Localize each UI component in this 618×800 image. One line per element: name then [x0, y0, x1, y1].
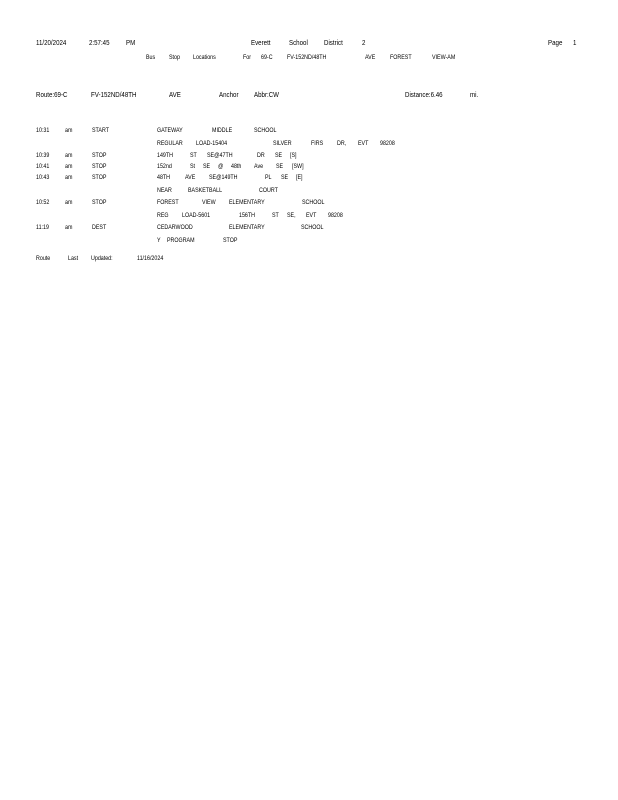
stop-type: START: [92, 127, 109, 134]
stop-time: 10:39: [36, 152, 50, 159]
stop-desc-word: 48th: [231, 163, 242, 170]
stop-desc-word: FOREST: [157, 199, 179, 206]
report-ampm: PM: [126, 38, 136, 47]
footer-word: Updated:: [91, 255, 113, 262]
stop-desc-word: St: [190, 163, 196, 170]
stop-desc-word: DR: [257, 152, 265, 159]
subtitle-word: 69-C: [261, 54, 273, 61]
stop-desc-word: ELEMENTARY: [229, 199, 265, 206]
footer-word: Route: [36, 255, 51, 262]
stop-desc-word: SCHOOL: [301, 224, 324, 231]
stop-desc-word: SE: [203, 163, 211, 170]
stop-time: 10:41: [36, 163, 50, 170]
subtitle-word: Locations: [193, 54, 216, 61]
stop-desc-word: 98208: [380, 140, 395, 147]
district-word: 2: [362, 38, 366, 47]
stop-desc-word: 152nd: [157, 163, 172, 170]
subtitle-word: FV-152ND/48TH: [287, 54, 327, 61]
stop-desc-word: @: [218, 163, 224, 170]
stop-desc-word: GATEWAY: [157, 127, 183, 134]
stop-desc-word: SE: [276, 163, 284, 170]
distance-label: Distance:6.46: [405, 90, 443, 99]
stop-desc-word: STOP: [223, 237, 238, 244]
stop-desc-word: [SW]: [292, 163, 304, 170]
stop-desc-word: 156TH: [239, 212, 256, 219]
stop-desc-word: SE: [281, 174, 289, 181]
stop-desc-word: PL: [265, 174, 272, 181]
stop-desc-word: 149TH: [157, 152, 174, 159]
stop-desc-word: DR,: [337, 140, 347, 147]
stop-desc-word: Y: [157, 237, 161, 244]
stop-time: 10:52: [36, 199, 50, 206]
footer-updated-date: 11/16/2024: [137, 255, 164, 262]
stop-desc-word: ELEMENTARY: [229, 224, 265, 231]
distance-unit: mi.: [470, 90, 479, 99]
subtitle-word: Stop: [169, 54, 180, 61]
subtitle-word: FOREST: [390, 54, 412, 61]
page-number: 1: [573, 38, 577, 47]
stop-ampm: am: [65, 199, 73, 206]
stop-desc-word: VIEW: [202, 199, 216, 206]
report-date: 11/20/2024: [36, 38, 67, 47]
abbr-label: Abbr:CW: [254, 90, 279, 99]
stop-desc-word: ST: [272, 212, 279, 219]
stop-ampm: am: [65, 127, 73, 134]
route-id: Route:69-C: [36, 90, 68, 99]
district-word: District: [324, 38, 343, 47]
stop-desc-word: SE: [275, 152, 283, 159]
stop-desc-word: NEAR: [157, 187, 172, 194]
anchor-label: Anchor: [219, 90, 239, 99]
stop-type: STOP: [92, 199, 107, 206]
stop-desc-word: 98208: [328, 212, 343, 219]
stop-desc-word: REG: [157, 212, 169, 219]
subtitle-word: Bus: [146, 54, 156, 61]
stop-ampm: am: [65, 163, 73, 170]
stop-desc-word: EVT: [306, 212, 317, 219]
subtitle-word: AVE: [365, 54, 376, 61]
stop-desc-word: BASKETBALL: [188, 187, 223, 194]
stop-type: STOP: [92, 152, 107, 159]
stop-desc-word: Ave: [254, 163, 264, 170]
route-ave: AVE: [169, 90, 181, 99]
stop-desc-word: ST: [190, 152, 197, 159]
stop-time: 10:31: [36, 127, 50, 134]
stop-desc-word: FIRS: [311, 140, 324, 147]
stop-type: STOP: [92, 174, 107, 181]
subtitle-word: For: [243, 54, 251, 61]
stop-type: DEST: [92, 224, 107, 231]
stop-desc-word: SCHOOL: [254, 127, 277, 134]
stop-desc-word: SE,: [287, 212, 296, 219]
district-word: Everett: [251, 38, 271, 47]
district-word: School: [289, 38, 308, 47]
stop-desc-word: SE@149TH: [209, 174, 238, 181]
stop-desc-word: REGULAR: [157, 140, 183, 147]
stop-desc-word: SE@47TH: [207, 152, 233, 159]
stop-ampm: am: [65, 174, 73, 181]
stop-desc-word: 48TH: [157, 174, 171, 181]
stop-desc-word: AVE: [185, 174, 196, 181]
stop-desc-word: COURT: [259, 187, 278, 194]
stop-ampm: am: [65, 152, 73, 159]
stop-desc-word: EVT: [358, 140, 369, 147]
subtitle-word: VIEW-AM: [432, 54, 456, 61]
report-time: 2:57:45: [89, 38, 110, 47]
stop-ampm: am: [65, 224, 73, 231]
stop-time: 11:19: [36, 224, 49, 231]
stop-desc-word: LOAD-5601: [182, 212, 211, 219]
stop-desc-word: MIDDLE: [212, 127, 233, 134]
stop-desc-word: CEDARWOOD: [157, 224, 193, 231]
stop-desc-word: [E]: [296, 174, 303, 181]
stop-desc-word: SCHOOL: [302, 199, 325, 206]
page-label: Page: [548, 38, 563, 47]
stop-desc-word: [S]: [290, 152, 297, 159]
stop-desc-word: SILVER: [273, 140, 292, 147]
stop-desc-word: PROGRAM: [167, 237, 195, 244]
stop-time: 10:43: [36, 174, 50, 181]
stop-type: STOP: [92, 163, 107, 170]
footer-word: Last: [68, 255, 79, 262]
stop-desc-word: LOAD-15404: [196, 140, 228, 147]
route-name: FV-152ND/48TH: [91, 90, 137, 99]
